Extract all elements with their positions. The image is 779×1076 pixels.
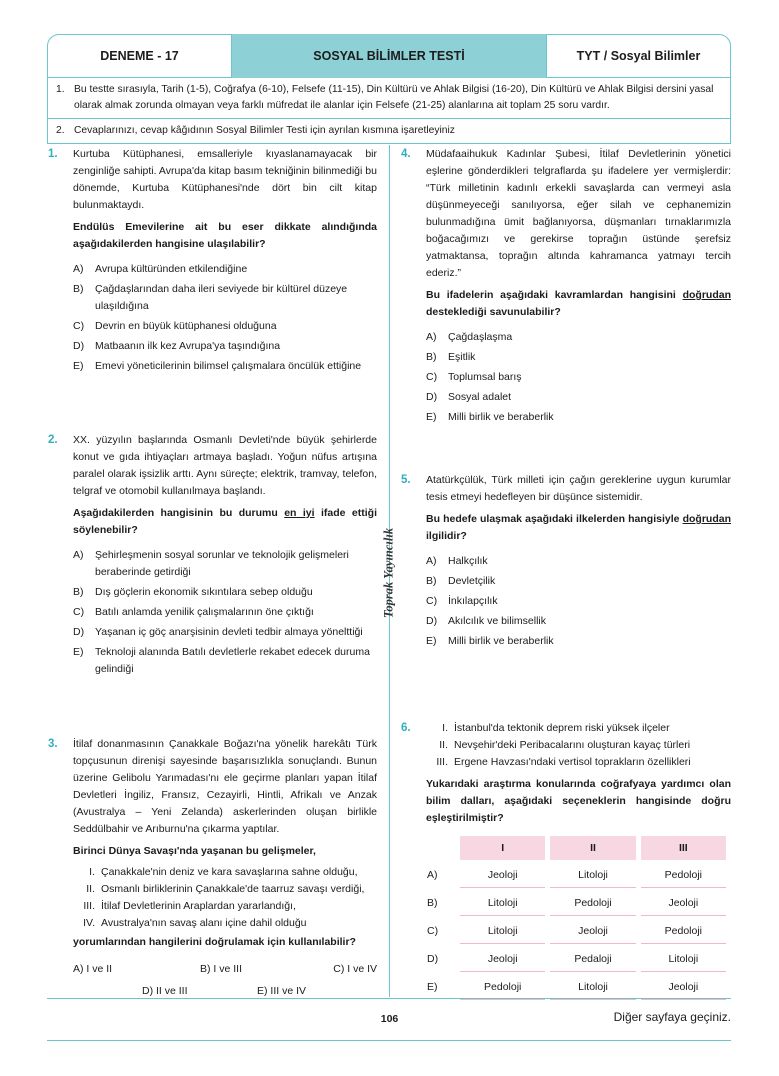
options-list: [426, 553, 731, 650]
option-label: E): [427, 981, 438, 993]
option-text: Dış göçlerin ekonomik sıkıntılara sebep olduğu: [95, 586, 313, 598]
column-header: III: [641, 836, 726, 860]
option-label: C): [426, 371, 438, 383]
test-category: TYT / Sosyal Bilimler: [546, 34, 731, 78]
footer-divider: [47, 998, 731, 999]
option-text: Milli birlik ve beraberlik: [448, 411, 554, 423]
option-label: E): [426, 635, 437, 647]
statement-number: II.: [86, 883, 95, 895]
table-header-row: [426, 836, 726, 860]
option-d[interactable]: [426, 389, 731, 406]
option-label: E): [73, 360, 84, 372]
stem-part: desteklediği savunulabilir?: [426, 306, 561, 318]
publisher-name: Toprak Yayıncılık: [381, 527, 396, 619]
statement: [73, 881, 377, 898]
instructions-box: [47, 78, 731, 144]
option-label: C): [73, 320, 85, 332]
option-label: E): [426, 411, 437, 423]
option-text: Sosyal adalet: [448, 391, 512, 403]
instruction-text: Cevaplarınızı, cevap kâğıdının Sosyal Bilimler Testi için ayrılan kısmına işaretleyiniz: [74, 125, 455, 136]
table-row[interactable]: [426, 891, 726, 916]
option-text: Eşitlik: [448, 351, 476, 363]
option-label: B): [426, 575, 437, 587]
question-number: 1.: [48, 148, 58, 160]
option-text: Avrupa kültüründen etkilendiğine: [95, 263, 248, 275]
option-label: A): [73, 263, 84, 275]
statement: [73, 864, 377, 881]
table-row[interactable]: [426, 975, 726, 1000]
statement-text: Osmanlı birliklerinin Çanakkale'de taarruz savaşı verdiği,: [101, 883, 365, 895]
table-cell: Jeoloji: [460, 947, 545, 972]
question-stem: yorumlarından hangilerini doğrulamak için kullanılabilir?: [73, 936, 356, 948]
statement-number: III.: [83, 900, 95, 912]
option-a[interactable]: A) I ve II: [73, 963, 113, 975]
instruction-1: [48, 78, 730, 118]
options-list: [73, 547, 377, 678]
page-number: 106: [380, 1013, 399, 1025]
statement-text: Nevşehir'deki Peribacalarını oluşturan kayaç türleri: [454, 739, 691, 751]
column-header: I: [460, 836, 545, 860]
option-d[interactable]: D) II ve III: [142, 985, 188, 997]
option-label: A): [73, 549, 84, 561]
table-row[interactable]: [426, 919, 726, 944]
stem-part: Bu ifadelerin aşağıdaki kavramlardan hangisini: [426, 289, 683, 301]
table-cell: Litoloji: [460, 919, 545, 944]
table-cell: Jeoloji: [641, 975, 726, 1000]
option-text: Çağdaşlarından daha ileri seviyede bir kültürel düzeye ulaşıldığına: [95, 283, 348, 312]
question-number: 3.: [48, 738, 58, 750]
option-text: İnkılapçılık: [448, 595, 498, 607]
option-b[interactable]: B) I ve III: [200, 963, 243, 975]
question-number: 2.: [48, 434, 58, 446]
question-text: XX. yüzyılın başlarında Osmanlı Devleti'nde büyük şehirlerde konut ve gıda ihtiyaçları artmaya başladı. Yoğun nüfus artışına paralel olarak işsizlik arttı. Aynı süreçte; elektrik, tramvay, telefon, telgraf ve otomobil kullanılmaya başlandı.: [73, 434, 377, 497]
test-header: [47, 34, 731, 78]
option-label: C): [73, 606, 85, 618]
option-a[interactable]: [73, 547, 377, 581]
table-cell: Pedaloji: [550, 947, 635, 972]
option-text: Milli birlik ve beraberlik: [448, 635, 554, 647]
table-corner: [426, 836, 455, 860]
option-label: D): [426, 615, 438, 627]
question-1: [48, 146, 377, 378]
statement-text: İtilaf Devletlerinin Araplardan yararlandığı,: [101, 900, 296, 912]
statement-number: II.: [439, 739, 448, 751]
instruction-text: Bu testte sırasıyla, Tarih (1-5), Coğrafya (6-10), Felsefe (11-15), Din Kültürü ve Ahlak Bilgisi (16-20), Din Kültürü ve Ahlak Bilgisi dersini yasal olarak almak zorunda olmayan veya farklı müfredat ile alanlar için Felsefe (21-25) alanlarına ait toplam 25 soru vardır.: [74, 84, 714, 111]
option-text: Çağdaşlaşma: [448, 331, 513, 343]
statement-text: İstanbul'da tektonik deprem riski yüksek ilçeler: [454, 722, 670, 734]
question-stem: Yukarıdaki araştırma konularında coğrafyaya yardımcı olan bilim dalları, aşağıdaki seçeneklerin hangisinde doğru eşleştirilmiştir?: [426, 778, 731, 824]
statement-number: I.: [89, 866, 95, 878]
option-e[interactable]: [73, 644, 377, 678]
option-text: Teknoloji alanında Batılı devletlerle rekabet edecek duruma gelindiği: [95, 646, 370, 675]
statement-number: IV.: [83, 917, 95, 929]
option-label: A): [426, 331, 437, 343]
question-stem: [426, 287, 731, 321]
statement-number: I.: [442, 722, 448, 734]
option-text: Akılcılık ve bilimsellik: [448, 615, 547, 627]
option-text: Toplumsal barış: [448, 371, 522, 383]
question-number: 4.: [401, 148, 411, 160]
option-d[interactable]: [426, 613, 731, 630]
statement-list: [73, 864, 377, 932]
option-a[interactable]: [426, 329, 731, 346]
question-stem: [426, 511, 731, 545]
option-e[interactable]: E) III ve IV: [257, 985, 307, 997]
option-text: Batılı anlamda yenilik çalışmalarının öne çıktığı: [95, 606, 314, 618]
option-e[interactable]: [426, 633, 731, 650]
statement: [426, 754, 731, 771]
question-stem: [73, 505, 377, 539]
question-text: Kurtuba Kütüphanesi, emsalleriyle kıyaslanamayacak bir zenginliğe sahipti. Avrupa'da kitap basım tekniğinin bilinmediği bu dönemde, Kurtuba Kütüphanesi'nde dört bin cilt kitap bulunmaktaydı.: [73, 148, 377, 211]
instruction-number: 2.: [56, 125, 65, 136]
option-e[interactable]: [73, 358, 377, 375]
statement: [73, 915, 377, 932]
table-cell: Pedoloji: [550, 891, 635, 916]
stem-part: ifade ettiği söylenebilir?: [73, 507, 377, 536]
stem-emphasis: en iyi: [284, 507, 315, 519]
option-label: E): [73, 646, 84, 658]
option-label: C): [427, 925, 439, 937]
table-cell: Pedoloji: [641, 919, 726, 944]
footer-bottom-divider: [47, 1040, 731, 1041]
instruction-2: [48, 118, 730, 143]
option-d[interactable]: [73, 624, 377, 641]
option-label: C): [426, 595, 438, 607]
instruction-number: 1.: [56, 84, 65, 95]
option-text: Halkçılık: [448, 555, 488, 567]
option-text: Devletçilik: [448, 575, 496, 587]
statement: [426, 720, 731, 737]
statement-text: Çanakkale'nin deniz ve kara savaşlarına sahne olduğu,: [101, 866, 358, 878]
question-text: İtilaf donanmasının Çanakkale Boğazı'na yönelik harekâtı Türk topçusunun direnişi sayesinde başarısızlıkla sonuçlandı. Bunun üzerine Gelibolu Yarımadası'nı ele geçirme planları yapan İtilaf Devletleri İngiliz, Fransız, Cezayirli, Hintli, Afrikalı ve Anzak (Avustralya – Yeni Zelanda) askerlerinden oluşan birlikle Seddülbahir ve Arıburnu'na çıkarma yaptılar.: [73, 738, 377, 835]
option-d[interactable]: [73, 338, 377, 355]
table-cell: Litoloji: [550, 863, 635, 888]
stem-part: ilgilidir?: [426, 530, 467, 542]
table-cell: Jeoloji: [641, 891, 726, 916]
option-label: B): [426, 351, 437, 363]
option-c[interactable]: [426, 593, 731, 610]
statement: [426, 737, 731, 754]
table-cell: Jeoloji: [550, 919, 635, 944]
option-text: Yaşanan iç göç anarşisinin devleti tedbir almaya yönelttiği: [95, 626, 363, 638]
option-b[interactable]: [73, 281, 377, 315]
question-6: [401, 720, 731, 1003]
option-text: Devrin en büyük kütüphanesi olduğuna: [95, 320, 277, 332]
option-label: B): [73, 283, 84, 295]
table-row[interactable]: [426, 863, 726, 888]
stem-emphasis: doğrudan: [682, 289, 731, 301]
option-label: A): [427, 869, 438, 881]
option-text: Şehirleşmenin sosyal sorunlar ve teknolojik gelişmeleri beraberinde getirdiği: [95, 549, 349, 578]
options-list: [426, 329, 731, 426]
option-a[interactable]: [73, 261, 377, 278]
table-cell: Litoloji: [641, 947, 726, 972]
options-list: [73, 261, 377, 375]
option-b[interactable]: [426, 573, 731, 590]
option-text: Matbaanın ilk kez Avrupa'ya taşındığına: [95, 340, 281, 352]
stem-part: Aşağıdakilerden hangisinin bu durumu: [73, 507, 285, 519]
question-number: 5.: [401, 474, 411, 486]
question-2: [48, 432, 377, 681]
question-5: [401, 472, 731, 653]
table-cell: Litoloji: [550, 975, 635, 1000]
option-label: D): [73, 626, 85, 638]
question-4: [401, 146, 731, 429]
test-title: SOSYAL BİLİMLER TESTİ: [232, 34, 546, 78]
option-c[interactable]: C) I ve IV: [333, 963, 377, 975]
table-row[interactable]: [426, 947, 726, 972]
option-c[interactable]: [73, 604, 377, 621]
table-cell: Litoloji: [460, 891, 545, 916]
table-cell: Pedoloji: [641, 863, 726, 888]
option-label: B): [427, 897, 438, 909]
statement-number: III.: [436, 756, 448, 768]
statement-list: [426, 720, 731, 771]
table-cell: Pedoloji: [460, 975, 545, 1000]
question-text: Müdafaaihukuk Kadınlar Şubesi, İtilaf Devletlerinin yönetici eşlerine gönderdikleri telgraflarda şu ifadelere yer vermişlerdir: “Türk milletinin kadınlı erkekli savaşlarda can vermeyi asla düşünmeyeceği sanılıyorsa, eğer silah ve cephanemizin bulunmadığına ümit bağlanıyorsa, düşmanları tırnaklarımızla boğacağımızı ve gerekirse toprağın üstünde şerefsiz yatmaktansa, toprağın altında kahramanca yatmayı tercih ederiz.”: [426, 148, 731, 279]
column-header: II: [550, 836, 635, 860]
option-text: Emevi yöneticilerinin bilimsel çalışmalara öncülük ettiğine: [95, 360, 362, 372]
stem-part: Bu hedefe ulaşmak aşağıdaki ilkelerden hangisiyle: [426, 513, 683, 525]
option-label: A): [426, 555, 437, 567]
option-c[interactable]: [73, 318, 377, 335]
statement: [73, 898, 377, 915]
question-3: [48, 736, 377, 999]
option-c[interactable]: [426, 369, 731, 386]
statement-text: Avustralya'nın savaş alanı içine dahil olduğu: [101, 917, 307, 929]
table-cell: Jeoloji: [460, 863, 545, 888]
next-page-note: Diğer sayfaya geçiniz.: [613, 1010, 731, 1024]
statement-text: Ergene Havzası'ndaki vertisol toprakların özellikleri: [454, 756, 691, 768]
stem-emphasis: doğrudan: [682, 513, 731, 525]
option-label: D): [426, 391, 438, 403]
question-number: 6.: [401, 722, 411, 734]
question-stem: Birinci Dünya Savaşı'nda yaşanan bu gelişmeler,: [73, 845, 316, 857]
option-label: D): [427, 953, 439, 965]
option-label: B): [73, 586, 84, 598]
question-text: Atatürkçülük, Türk milleti için çağın gereklerine uygun kurumlar tesis etmeyi hedefleyen bir düşünce sistemidir.: [426, 474, 731, 503]
option-label: D): [73, 340, 85, 352]
option-b[interactable]: [426, 349, 731, 366]
option-b[interactable]: [73, 584, 377, 601]
publisher-watermark: [372, 523, 406, 623]
option-a[interactable]: [426, 553, 731, 570]
option-e[interactable]: [426, 409, 731, 426]
answer-table: [421, 833, 731, 1003]
exam-name: DENEME - 17: [47, 34, 232, 78]
question-stem: Endülüs Emevilerine ait bu eser dikkate alındığında aşağıdakilerden hangisine ulaşılabilir?: [73, 221, 377, 250]
answer-options: [73, 959, 377, 999]
